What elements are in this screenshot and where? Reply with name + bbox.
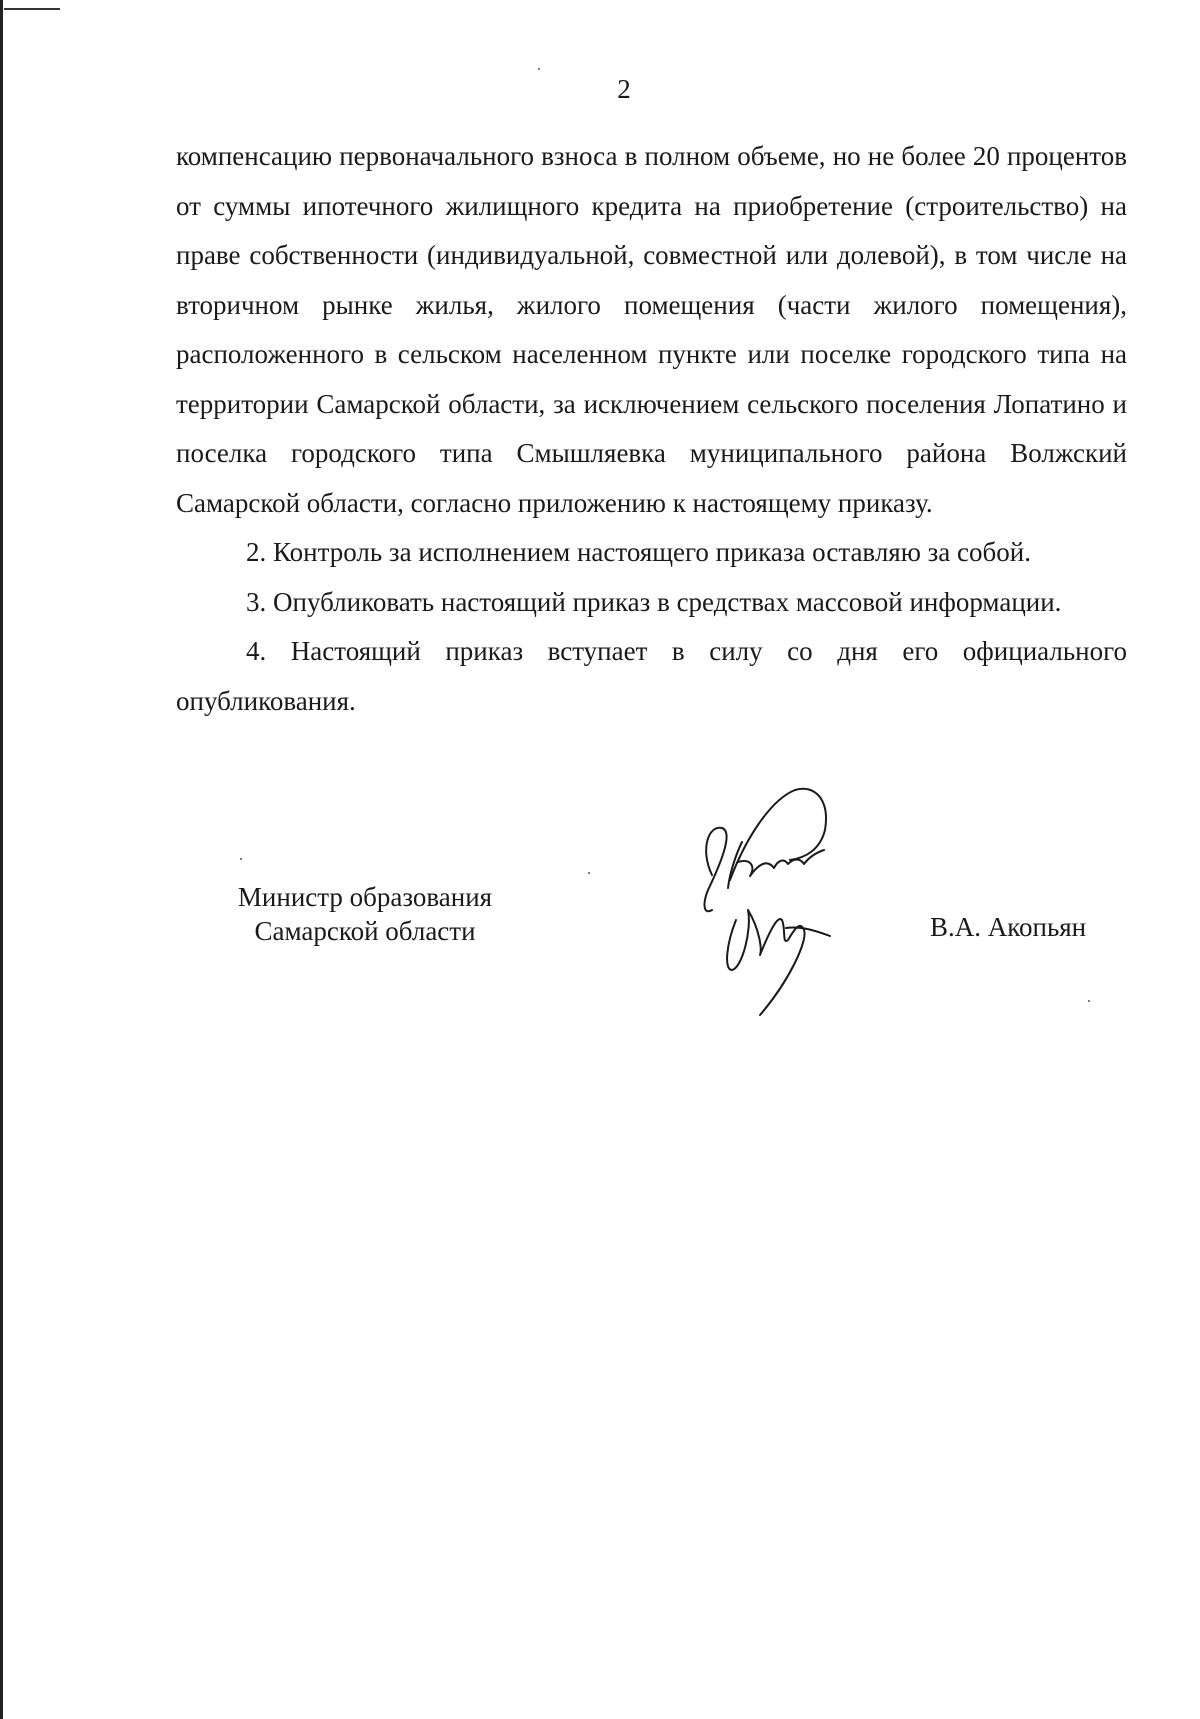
scan-speck (538, 68, 540, 70)
scan-speck (240, 858, 242, 860)
paragraph-continuation: компенсацию первоначального взноса в полном объеме, но не более 20 процентов от суммы ипотечного жилищного кредита на приобретение (строительство) на праве собственности (индивидуальной, совместной или долевой), в том числе на вторичном рынке жилья, жилого помещения (части жилого помещения), расположенного в сельском населенном пункте или поселке городского типа на территории Самарской области, за исключением сельского поселения Лопатино и поселка городского типа Смышляевка муниципального района Волжский Самарской области, согласно приложению к настоящему приказу. (176, 141, 1127, 518)
signatory-name: В.А. Акопьян (930, 912, 1087, 942)
signatory-position (220, 880, 510, 948)
handwritten-signature (690, 780, 870, 1020)
position-line-2: Самарской области (254, 916, 476, 946)
document-body (176, 132, 1127, 726)
scan-speck (588, 872, 590, 874)
scan-edge (0, 0, 3, 1719)
position-line-1: Министр образования (237, 882, 493, 912)
paragraph-item-2: 2. Контроль за исполнением настоящего приказа оставляю за собой. (246, 537, 1031, 567)
scan-speck (1088, 1000, 1090, 1002)
paragraph-item-4: 4. Настоящий приказ вступает в силу со дня его официального опубликования. (176, 636, 1127, 716)
page-number: 2 (617, 74, 631, 104)
scan-corner-mark (4, 8, 60, 10)
paragraph-item-3: 3. Опубликовать настоящий приказ в средствах массовой информации. (246, 586, 1062, 617)
